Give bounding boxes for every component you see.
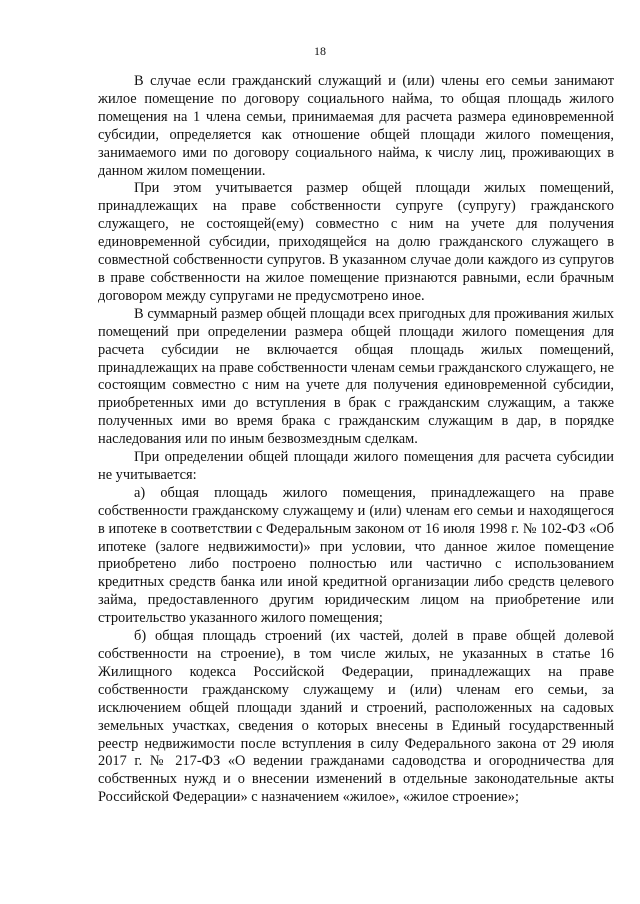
document-body: [98, 73, 614, 807]
paragraph-excluded-area: В суммарный размер общей площади всех пригодных для проживания жилых помещений при определении размера общей площади жилого помещения для расчета субсидии не включается общая площадь жилых помещений, принадлежащих на праве собственности членам семьи гражданского служащего, не состоящим совместно с ним на учете для получения единовременной субсидии, приобретенных ими до вступления в брак с гражданским служащим, а также полученных ими во время брака с гражданским служащим в дар, в порядке наследования или по иным безвозмездным сделкам.: [98, 305, 614, 448]
list-item-b: б) общая площадь строений (их частей, долей в праве общей долевой собственности на строение), в том числе жилых, не указанных в статье 16 Жилищного кодекса Российской Федерации, принадлежащих на праве собственности гражданскому служащему и (или) членам его семьи, за исключением общей площади зданий и строений, расположенных на садовых земельных участках, сведения о которых внесены в Единый государственный реестр недвижимости после вступления в силу Федерального закона от 29 июля 2017 г. № 217-ФЗ «О ведении гражданами садоводства и огородничества для собственных нужд и о внесении изменений в отдельные законодательные акты Российской Федерации» с назначением «жилое», «жилое строение»;: [98, 628, 614, 806]
list-item-a: а) общая площадь жилого помещения, принадлежащего на праве собственности гражданскому служащему и (или) членам его семьи и находящегося в ипотеке в соответствии с Федеральным законом от 16 июля 1998 г. № 102-ФЗ «Об ипотеке (залоге недвижимости)» при условии, что данное жилое помещение приобретено либо построено полностью или частично с использованием кредитных средств банка или иной кредитной организации либо средств целевого займа, предоставленного другим юридическим лицом на приобретение или строительство указанного жилого помещения;: [98, 484, 614, 627]
page-number: 18: [314, 44, 326, 58]
paragraph-social-rent: В случае если гражданский служащий и (или) члены его семьи занимают жилое помещение по договору социального найма, то общая площадь жилого помещения на 1 члена семьи, принимаемая для расчета размера единовременной субсидии, определяется как отношение общей площади жилого помещения, занимаемого ими по договору социального найма, к числу лиц, проживающих в данном жилом помещении.: [98, 73, 614, 179]
paragraph-spouse-property: При этом учитывается размер общей площади жилых помещений, принадлежащих на праве собственности супруге (супругу) гражданского служащего, не состоящей(ему) совместно с ним на учете для получения единовременной субсидии, приходящейся на долю гражданского служащего в совместной собственности супругов. В указанном случае доли каждого из супругов в праве собственности на жилое помещение признаются равными, если брачным договором между супругами не предусмотрено иное.: [98, 180, 614, 304]
paragraph-not-counted-intro: При определении общей площади жилого помещения для расчета субсидии не учитывается:: [98, 449, 614, 483]
